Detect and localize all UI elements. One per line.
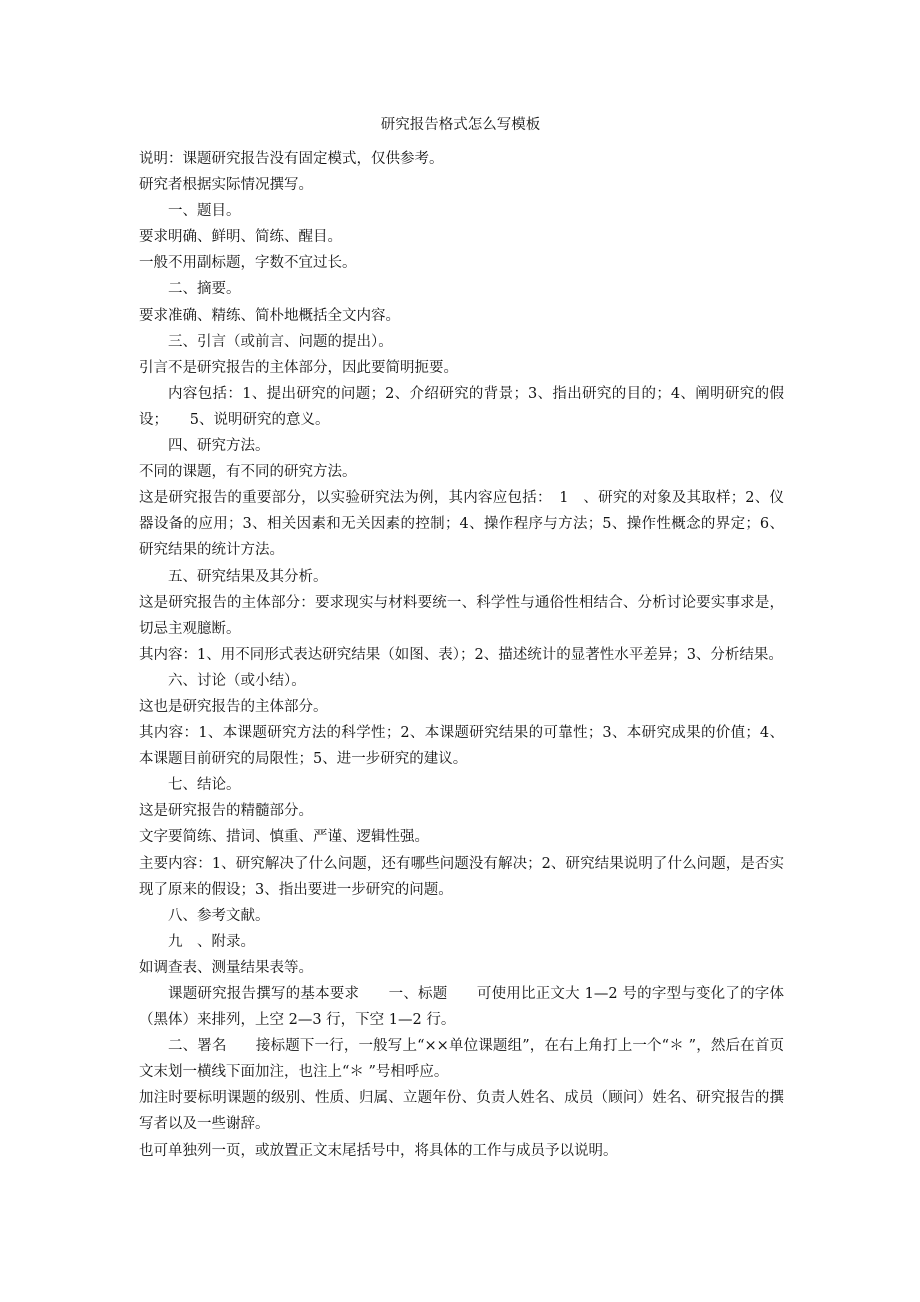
paragraph: 一般不用副标题，字数不宜过长。 xyxy=(139,255,357,272)
paragraph: 这也是研究报告的主体部分。 xyxy=(139,698,328,715)
section-heading: 三、引言（或前言、问题的提出）。 xyxy=(168,333,393,350)
paragraph: 这是研究报告的重要部分，以实验研究法为例，其内容应包括： 1 、研究的对象及其取样；2、仪器设备的应用；3、相关因素和无关因素的控制；4、操作程序与方法；5、操作性概念的界定；6、研究结果的统计方法。 xyxy=(139,490,784,559)
section-heading: 一、题目。 xyxy=(168,203,241,220)
paragraph: 二、署名 接标题下一行，一般写上“××单位课题组”，在右上角打上一个“＊ ”，然后在首页文末划一横线下面加注，也注上“＊ ”号相呼应。 xyxy=(139,1038,784,1081)
paragraph: 内容包括：1、提出研究的问题；2、介绍研究的背景；3、指出研究的目的；4、阐明研究的假设； 5、说明研究的意义。 xyxy=(139,385,784,428)
section-heading: 九 、附录。 xyxy=(168,933,255,950)
paragraph: 说明：课题研究报告没有固定模式，仅供参考。 xyxy=(139,151,444,167)
paragraph: 其内容：1、用不同形式表达研究结果（如图、表）；2、描述统计的显著性水平差异；3、分析结果。 xyxy=(139,646,783,663)
paragraph: 其内容：1、本课题研究方法的科学性；2、本课题研究结果的可靠性；3、本研究成果的价值；4、本课题目前研究的局限性；5、进一步研究的建议。 xyxy=(139,725,784,768)
paragraph: 加注时要标明课题的级别、性质、归属、立题年份、负责人姓名、成员（顾问）姓名、研究报告的撰写者以及一些谢辞。 xyxy=(139,1090,784,1133)
paragraph: 也可单独列一页，或放置正文末尾括号中，将具体的工作与成员予以说明。 xyxy=(139,1142,618,1159)
document-title: 研究报告格式怎么写模板 xyxy=(380,117,541,133)
paragraph: 主要内容：1、研究解决了什么问题，还有哪些问题没有解决；2、研究结果说明了什么问题，是否实现了原来的假设；3、指出要进一步研究的问题。 xyxy=(139,855,784,898)
paragraph: 研究者根据实际情况撰写。 xyxy=(139,177,313,194)
document-page xyxy=(139,112,784,1164)
paragraph: 不同的课题，有不同的研究方法。 xyxy=(139,464,357,481)
paragraph: 这是研究报告的主体部分：要求现实与材料要统一、科学性与通俗性相结合、分析讨论要实事求是，切忌主观臆断。 xyxy=(139,594,784,637)
document-body xyxy=(139,146,784,1164)
paragraph: 如调查表、测量结果表等。 xyxy=(139,959,313,976)
paragraph: 要求明确、鲜明、简练、醒目。 xyxy=(139,229,342,246)
section-heading: 五、研究结果及其分析。 xyxy=(168,568,328,585)
paragraph: 要求准确、精练、简朴地概括全文内容。 xyxy=(139,307,400,324)
paragraph: 文字要简练、措词、慎重、严谨、逻辑性强。 xyxy=(139,829,429,846)
paragraph: 课题研究报告撰写的基本要求 一、标题 可使用比正文大 1—2 号的字型与变化了的字体（黑体）来排列，上空 2—3 行，下空 1—2 行。 xyxy=(139,986,784,1029)
paragraph: 引言不是研究报告的主体部分，因此要简明扼要。 xyxy=(139,359,458,376)
section-heading: 七、结论。 xyxy=(168,777,241,794)
section-heading: 六、讨论（或小结）。 xyxy=(168,672,306,689)
paragraph: 这是研究报告的精髓部分。 xyxy=(139,803,313,820)
section-heading: 八、参考文献。 xyxy=(168,907,270,924)
section-heading: 二、摘要。 xyxy=(168,281,241,298)
section-heading: 四、研究方法。 xyxy=(168,438,270,455)
